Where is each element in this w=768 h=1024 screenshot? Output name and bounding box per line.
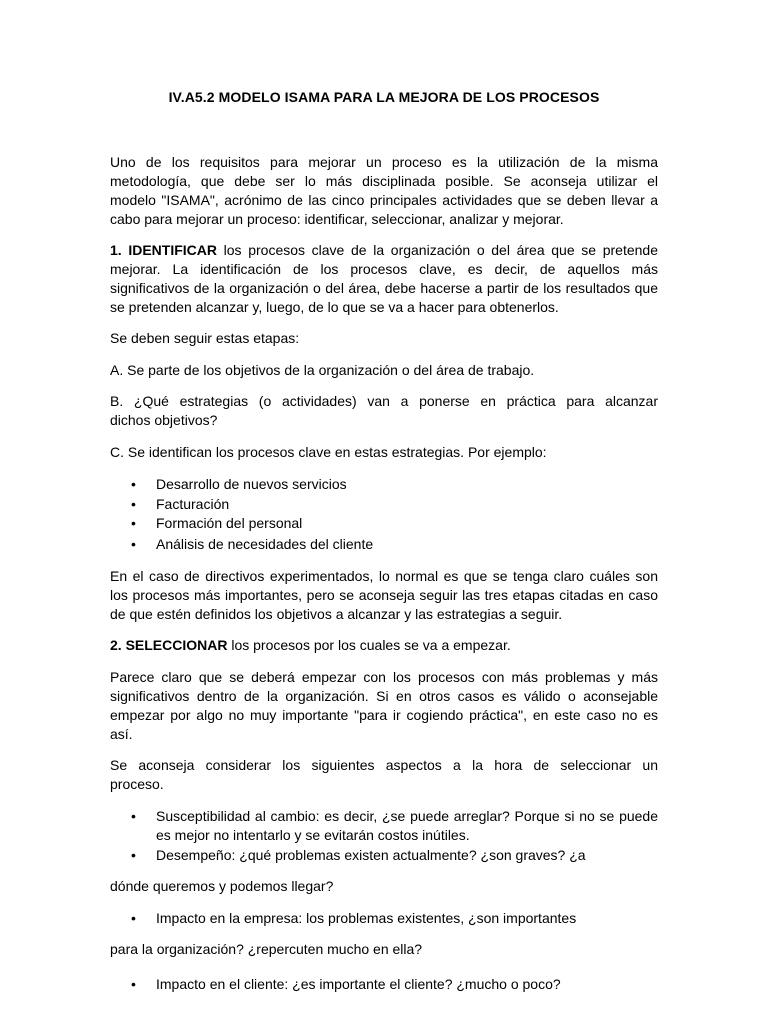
bullet-icon: •	[131, 910, 136, 926]
impacto-empresa-continuation: para la organización? ¿repercuten mucho en ella?	[110, 941, 423, 957]
etapa-b	[110, 392, 658, 430]
intro-line-2: metodología, que debe ser lo más disciplinada posible. Se aconseja utilizar el	[110, 173, 658, 189]
directivos-paragraph	[110, 567, 658, 624]
seleccionar-heading: 2. SELECCIONAR	[110, 637, 228, 653]
list-item-text: Facturación	[156, 496, 230, 512]
parece-line-1: Parece claro que se deberá empezar con los procesos con más problemas y más	[110, 669, 658, 685]
bullet-icon: •	[131, 515, 136, 531]
parece-line-2: significativos dentro de la organización. Si en otros casos es válido o aconsejable	[110, 688, 658, 704]
intro-line-1: Uno de los requisitos para mejorar un proceso es la utilización de la misma	[110, 154, 658, 170]
parece-paragraph	[110, 668, 658, 744]
susceptibilidad-line-1: Susceptibilidad al cambio: es decir, ¿se puede arreglar? Porque si no se puede	[156, 808, 658, 824]
aconseja-paragraph	[110, 756, 658, 794]
desempeno-continuation: dónde queremos y podemos llegar?	[110, 878, 334, 894]
list-item-text: Impacto en la empresa: los problemas existentes, ¿son importantes	[156, 910, 577, 926]
identificar-line-1-text: los procesos clave de la organización o del área que se pretende	[217, 242, 658, 258]
parece-line-4: así.	[110, 726, 133, 742]
aconseja-line-2: proceso.	[110, 776, 164, 792]
page-title: IV.A5.2 MODELO ISAMA PARA LA MEJORA DE LOS PROCESOS	[168, 89, 600, 105]
list-item-text	[156, 807, 658, 845]
bullet-icon: •	[131, 476, 136, 492]
identificar-paragraph	[110, 241, 658, 317]
list-item-text: Análisis de necesidades del cliente	[156, 536, 374, 552]
list-item-text: Desempeño: ¿qué problemas existen actualmente? ¿son graves? ¿a	[156, 847, 586, 863]
identificar-line-4: se pretenden alcanzar y, luego, de lo que se va a hacer para obtenerlos.	[110, 299, 559, 315]
list-item-text: Desarrollo de nuevos servicios	[156, 476, 347, 492]
identificar-line-1	[110, 241, 658, 260]
etapa-c: C. Se identifican los procesos clave en estas estrategias. Por ejemplo:	[110, 444, 547, 460]
etapa-b-line-1: B. ¿Qué estrategias (o actividades) van a ponerse en práctica para alcanzar	[110, 393, 658, 409]
etapa-b-line-2: dichos objetivos?	[110, 412, 218, 428]
intro-paragraph	[110, 153, 658, 229]
aconseja-line-1: Se aconseja considerar los siguientes aspectos a la hora de seleccionar un	[110, 757, 658, 773]
seleccionar-paragraph	[110, 636, 511, 655]
bullet-icon: •	[131, 976, 136, 992]
identificar-line-2: mejorar. La identificación de los procesos clave, es decir, de aquellos más	[110, 261, 658, 277]
directivos-line-3: de que estén definidos los objetivos a alcanzar y las estrategias a seguir.	[110, 606, 563, 622]
bullet-icon: •	[131, 808, 136, 824]
list-item-text: Formación del personal	[156, 515, 303, 531]
etapas-intro: Se deben seguir estas etapas:	[110, 330, 300, 346]
bullet-icon: •	[131, 496, 136, 512]
identificar-line-3: significativos de la organización o del área, debe hacerse a partir de los resultados que	[110, 280, 658, 296]
etapa-a: A. Se parte de los objetivos de la organización o del área de trabajo.	[110, 362, 535, 378]
identificar-heading: 1. IDENTIFICAR	[110, 242, 217, 258]
seleccionar-text: los procesos por los cuales se va a empezar.	[227, 637, 511, 653]
intro-line-4: cabo para mejorar un proceso: identificar, seleccionar, analizar y mejorar.	[110, 211, 564, 227]
bullet-icon: •	[131, 536, 136, 552]
susceptibilidad-line-2: es mejor no intentarlo y se evitarán costos inútiles.	[156, 827, 470, 843]
directivos-line-2: los procesos más importantes, pero se aconseja seguir las tres etapas citadas en caso	[110, 587, 658, 603]
intro-line-3: modelo "ISAMA", acrónimo de las cinco principales actividades que se deben llevar a	[110, 192, 658, 208]
directivos-line-1: En el caso de directivos experimentados, lo normal es que se tenga claro cuáles son	[110, 568, 658, 584]
list-item-text: Impacto en el cliente: ¿es importante el cliente? ¿mucho o poco?	[156, 976, 561, 992]
parece-line-3: empezar por algo no muy importante "para ir cogiendo práctica", en este caso no es	[110, 707, 658, 723]
bullet-icon: •	[131, 847, 136, 863]
